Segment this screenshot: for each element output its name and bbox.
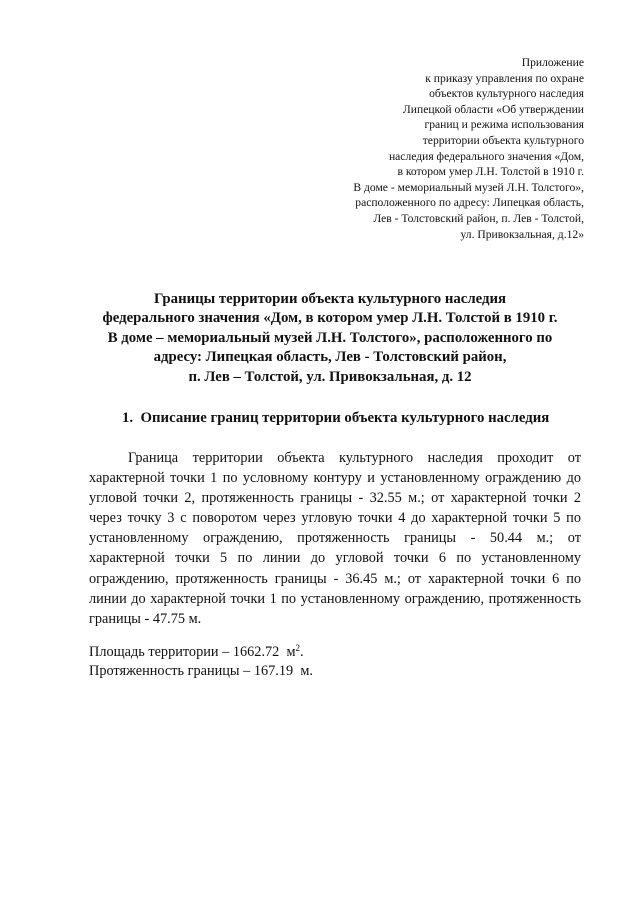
appendix-line: Лев - Толстовский район, п. Лев - Толстой, [373,211,584,225]
appendix-line: наследия федерального значения «Дом, [388,149,584,163]
appendix-line: расположенного по адресу: Липецкая область, [355,196,584,210]
title-line: федерального значения «Дом, в котором умер Л.Н. Толстой в 1910 г. [102,310,558,327]
title-line: В доме – мемориальный музей Л.Н. Толстого», расположенного по [107,329,553,346]
section-number: 1. [122,410,134,426]
perimeter-value: 167.19 [253,662,294,679]
appendix-line: границ и режима использования [424,118,584,132]
area-value: 1662.72 [232,644,280,660]
appendix-block [284,55,584,242]
perimeter-unit: м. [300,662,313,679]
area-unit: м [286,644,296,660]
area-unit-exponent: 2 [295,643,301,653]
title-line: п. Лев – Толстой, ул. Привокзальная, д. 12 [188,368,472,385]
appendix-line: в котором умер Л.Н. Толстой в 1910 г. [397,165,584,179]
appendix-line: территории объекта культурного [422,133,584,147]
appendix-line: объектов культурного наследия [429,87,584,101]
area-suffix: . [300,644,304,660]
area-label: Площадь территории – [89,644,230,660]
title-line: Границы территории объекта культурного наследия [153,291,507,307]
appendix-line: В доме - мемориальный музей Л.Н. Толстого», [353,180,584,194]
perimeter-line [89,662,313,681]
summary-block [89,643,313,680]
appendix-line: Липецкой области «Об утверждении [402,102,584,116]
section-heading-text: Описание границ территории объекта культурного наследия [140,410,550,426]
document-title [80,290,580,387]
appendix-line: к приказу управления по охране [425,71,584,85]
perimeter-label: Протяженность границы – [89,662,251,679]
section-heading [122,409,549,428]
appendix-line: ул. Привокзальная, д.12» [460,227,584,241]
title-line: адресу: Липецкая область, Лев - Толстовский район, [153,349,507,366]
area-line [89,643,313,662]
appendix-line: Приложение [521,56,584,69]
boundary-description: Граница территории объекта культурного наследия проходит от характерной точки 1 по условному контуру и установленному ограждению до угловой точки 2, протяженность границы - 32.55 м.; от характерной точки 2 через точку 3 с поворотом через угловую точки 4 до характерной точки 5 по установленному ограждению, протяженность границы - 50.44 м.; от характерной точки 5 по линии до угловой точки 6 по установленному ограждению, протяженность границы - 36.45 м.; от характерной точки 6 по линии до характерной точки 1 по установленному ограждению, протяженность границы - 47.75 м. [89,450,581,627]
